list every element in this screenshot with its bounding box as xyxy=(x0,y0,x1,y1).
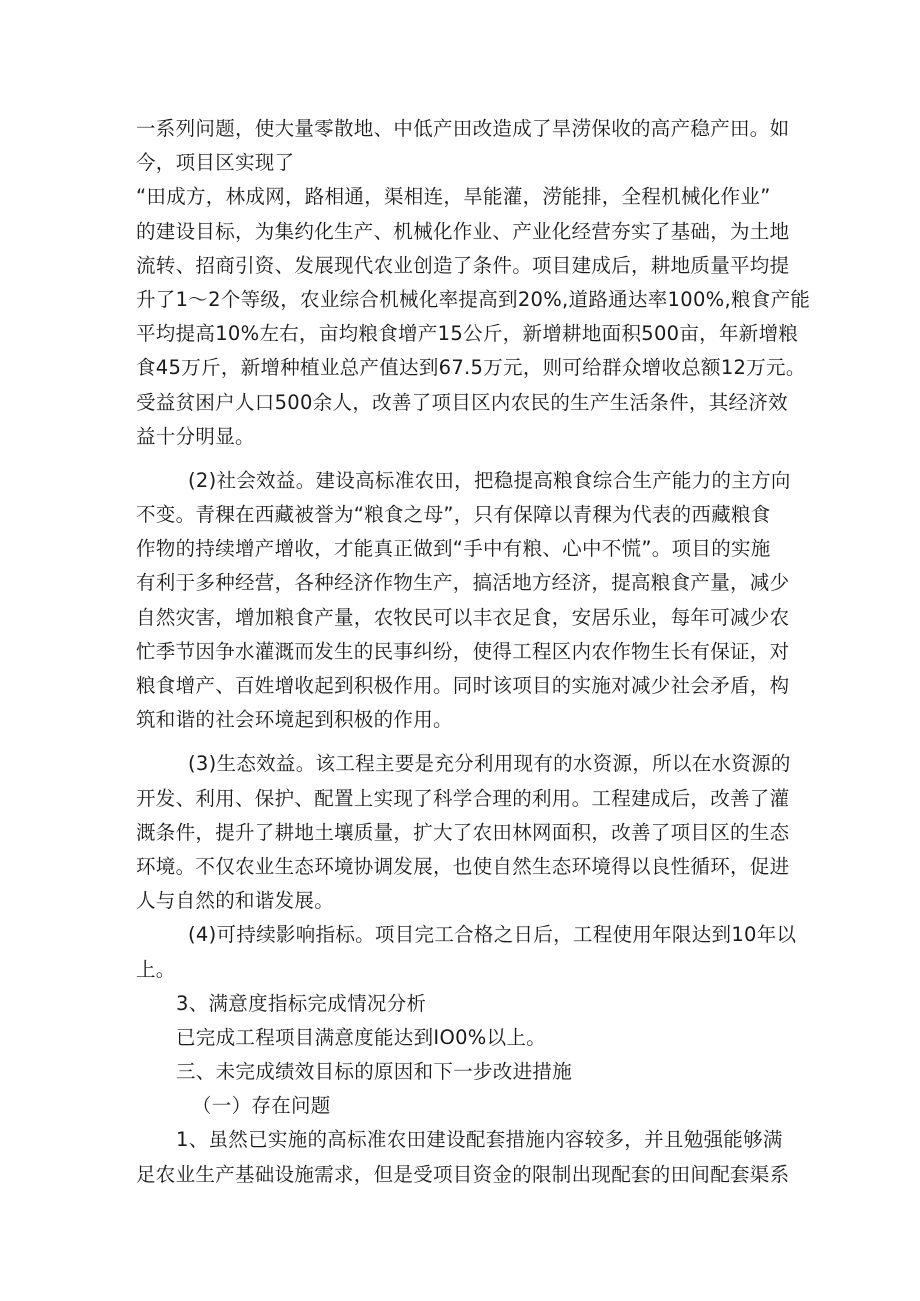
paragraph-line: (2)社会效益。建设高标准农田，把稳提高粮食综合生产能力的主方向 xyxy=(188,468,791,492)
subsection-heading: （一）存在问题 xyxy=(192,1094,331,1118)
paragraph-line: 忙季节因争水灌溉而发生的民事纠纷，使得工程区内农作物生长有保证，对 xyxy=(136,639,790,663)
paragraph-line: 益十分明显。 xyxy=(136,424,255,448)
section-heading: 三、未完成绩效目标的原因和下一步改进措施 xyxy=(176,1060,573,1084)
paragraph-line: 的建设目标，为集约化生产、机械化作业、产业化经营夯实了基础，为土地 xyxy=(136,219,790,243)
paragraph-line: 粮食增产、百姓增收起到积极作用。同时该项目的实施对减少社会矛盾，构 xyxy=(136,674,790,697)
paragraph-line: (3)生态效益。该工程主要是充分利用现有的水资源，所以在水资源的 xyxy=(188,752,791,776)
paragraph-line: (4)可持续影响指标。项目完工合格之日后，工程使用年限达到10年以 xyxy=(188,923,797,947)
paragraph-line: 不变。青稞在西藏被誉为“粮食之母”，只有保障以青稞为代表的西藏粮食 xyxy=(136,503,771,527)
paragraph-line: 开发、利用、保护、配置上实现了科学合理的利用。工程建成后，改善了灌 xyxy=(136,786,790,810)
document-body xyxy=(136,112,811,1192)
paragraph-line: 溉条件，提升了耕地土壤质量，扩大了农田林网面积，改善了项目区的生态 xyxy=(136,820,790,844)
paragraph-line: 自然灾害，增加粮食产量，农牧民可以丰衣足食，安居乐业，每年可减少农 xyxy=(136,605,790,629)
paragraph-line: 流转、招商引资、发展现代农业创造了条件。项目建成后，耕地质量平均提 xyxy=(136,253,790,277)
paragraph-line: 平均提高10%左右，亩均粮食增产15公斤，新增耕地面积500亩，年新增粮 xyxy=(136,322,799,346)
paragraph-line: 一系列问题，使大量零散地、中低产田改造成了旱涝保收的高产稳产田。如 xyxy=(136,117,790,140)
paragraph-line: 已完成工程项目满意度能达到IO0%以上。 xyxy=(176,1025,547,1049)
paragraph-line: 受益贫困户人口500余人，改善了项目区内农民的生产生活条件，其经济效 xyxy=(136,390,788,414)
paragraph-line: 食45万斤，新增种植业总产值达到67.5万元，则可给群众增收总额12万元。 xyxy=(136,356,806,380)
paragraph-line: 有利于多种经营，各种经济作物生产，搞活地方经济，提高粮食产量，减少 xyxy=(136,571,790,595)
paragraph-line: 上。 xyxy=(136,957,176,981)
paragraph-line: 升了1〜2个等级，农业综合机械化率提高到20%,道路通达率100%,粮食产能 xyxy=(136,287,811,311)
section-heading: 3、满意度指标完成情况分析 xyxy=(176,991,427,1015)
paragraph-line: 今，项目区实现了 xyxy=(136,151,295,175)
paragraph-line: “田成方，林成网，路相通，渠相连，旱能灌，涝能排，全程机械化作业” xyxy=(136,185,771,209)
paragraph-line: 1、虽然已实施的高标准农田建设配套措施内容较多，并且勉强能够满 xyxy=(176,1128,783,1152)
paragraph-line: 筑和谐的社会环境起到积极的作用。 xyxy=(136,708,453,732)
paragraph-line: 作物的持续增产增收，才能真正做到“手中有粮、心中不慌”。项目的实施 xyxy=(136,537,771,561)
paragraph-line: 环境。不仅农业生态环境协调发展，也使自然生态环境得以良性循环，促进 xyxy=(136,854,790,878)
paragraph-line: 人与自然的和谐发展。 xyxy=(136,889,335,913)
paragraph-line: 足农业生产基础设施需求，但是受项目资金的限制出现配套的田间配套渠系 xyxy=(136,1162,790,1186)
